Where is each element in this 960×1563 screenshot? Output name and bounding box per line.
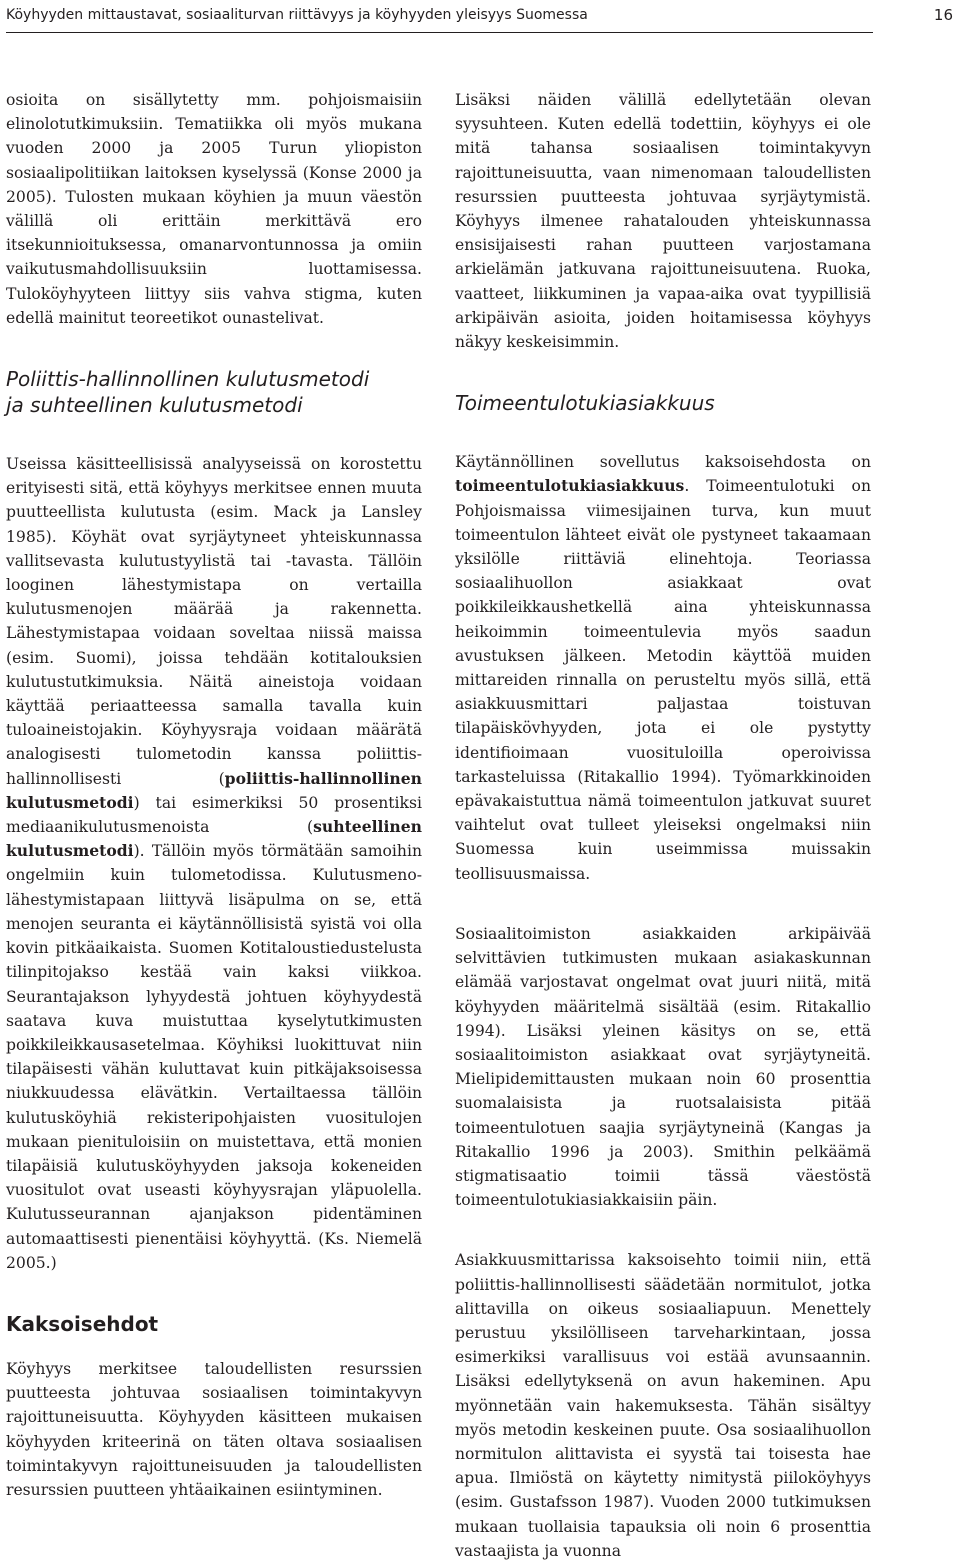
page-number: 16: [933, 6, 953, 24]
term-relative-consumption: suhteellinen kulutusmetodi: [6, 817, 422, 861]
right-paragraph-4: Asiakkuusmittarissa kaksoisehto toimii niin, että poliittis-hallinnollisesti säädetään normitulot, jotka alittavilla on oikeus sosiaaliapuun. Menettely perustuu yksilölliseen tarveharkintaan, jossa esimerkiksi varallisuus voi estää avunsaannin. Lisäksi edellytyksenä on avun hakeminen. Apu myönnetään vain hakemuksesta. Tähän sisältyy myös metodin keskeinen puute. Osa sosiaalihuollon normitulon alittavista ei syystä tai toisesta hae apua. Ilmiöstä on käytetty nimitystä piiloköyhyys (esim. Gustafsson 1987). Vuoden 2000 tutkimuksen mukaan tuollaisia tapauksia oli noin 6 prosenttia vastaajista ja vuonna: [455, 1251, 871, 1560]
right-paragraph-2: [455, 450, 871, 886]
left-column: [6, 88, 422, 1502]
term-political-administrative: poliittis-hallinnollinen kulutusmetodi: [6, 768, 422, 812]
text-span: ) tai esimerkiksi 50 prosentiksi mediaanikulutusmenoista (: [6, 793, 422, 837]
running-header: [6, 4, 953, 33]
right-paragraph-3: Sosiaalitoimiston asiakkaiden arkipäivää selvittävien tutkimusten mukaan asiakaskunnan elämää varjostavat ongelmat ovat juuri niitä, mitä köyhyyden määritelmä sisältää (esim. Ritakallio 1994). Lisäksi yleinen käsitys on se, että sosiaalitoimiston asiakkaat ovat syrjäytyneitä. Mielipidemittausten mukaan noin 60 prosenttia suomalaisista ja ruotsalaisista pitää toimeentulotuen saajia syrjäytyneinä (Kangas ja Ritakallio 1996 ja 2003). Smithin pelkäämä stigmatisaatio toimii tässä väestöstä toimeentulotukiasiakkaisiin päin.: [455, 924, 871, 1210]
right-column: [455, 88, 871, 1563]
section-heading-social-assistance: Toimeentulotukiasiakkuus: [455, 391, 715, 416]
header-title: Köyhyyden mittaustavat, sosiaaliturvan riittävyys ja köyhyyden yleisyys Suomessa: [6, 7, 588, 23]
text-span: ). Tällöin myös törmätään samoihin ongelmiin kuin tulometodissa. Kulutusmeno-lähestymistapaan liittyvä lisäpulma on se, että menojen seuranta ei käytännöllisistä syistä voi olla kovin pitkäaikaista. Suomen Kotitaloustiedustelusta tilinpitojakso kestää vain kaksi viikkoa. Seurantajakson lyhyydestä johtuen köyhyydestä saatava kuva muistuttaa kyselytutkimusten poikkileikkausasetelmaa. Köyhiksi luokittuvat niin tilapäisesti vähän kuluttavat kuin pitkäjaksoisessa niukkuudessa elävätkin. Vertailtaessa tällöin kulutusköyhiä rekisteripohjaisten vuositulojen mukaan pienituloisiin on muistettava, että monien tilapäisiä kulutusköyhyyden jaksoja kokeneiden vuositulot ovat useasti köyhyysrajan yläpuolella. Kulutusseurannan ajanjakson pidentäminen automaattisesti pienentäisi köyhyyttä. (Ks. Niemelä 2005.): [6, 842, 422, 1272]
text-span: Käytännöllinen sovellutus kaksoisehdosta on: [455, 453, 871, 472]
left-paragraph-2: [6, 452, 422, 1275]
section-heading-consumption-method: [6, 366, 422, 418]
text-span: . Toimeentulotuki on Pohjoismaissa viimesijainen turva, kun muut toimeentulon lähteet eivät ole pystyneet takaamaan yksilölle riittäviä elinehtoja. Teoriassa sosiaalihuollon asiakkaat ovat poikkileikkaushetkellä aina yhteiskunnassa heikoimmin toimeentulevia myös saadun avustuksen jälkeen. Metodin käyttöä muiden mittareiden rinnalla on perusteltu myös sillä, että asiakkuusmittari paljastaa toistuvan tilapäiskövhyyden, jota ei ole pystytty identifioimaan vuosituloilla operoivissa tarkasteluissa (Ritakallio 1994). Työmarkkinoiden epävakaistuttua nämä toimeentulon jatkuvat suuret vaihtelut ovat tulleet yleiseksi ongelmaksi niin Suomessa kuin useimmissa muissakin teollisuusmaissa.: [455, 477, 871, 883]
left-paragraph-3: Köyhyys merkitsee taloudellisten resurssien puutteesta johtuvaa sosiaalisen toimintakyvyn rajoittuneisuutta. Köyhyyden käsitteen mukaisen köyhyyden kriteerinä on täten oltava sosiaalisen toimintakyvyn rajoittuneisuuden ja taloudellisten resurssien puutteen yhtäaikainen esiintyminen.: [6, 1359, 422, 1499]
section-heading-double-conditions: Kaksoisehdot: [6, 1311, 159, 1336]
right-paragraph-1: Lisäksi näiden välillä edellytetään olevan syysuhteen. Kuten edellä todettiin, köyhyys ei ole mitä tahansa sosiaalisen toimintakyvyn rajoittuneisuutta, vaan nimenomaan taloudellisten resurssien puutteesta johtuvaa syrjäytymistä. Köyhyys ilmenee rahatalouden yhteiskunnassa ensisijaisesti rahan puutteen varjostamana arkielämän jatkuvana rajoittuneisuutena. Ruoka, vaatteet, liikkuminen ja vapaa-aika ovat tyypillisiä arkipäivän asioita, joiden hoitamisessa köyhyys näkyy keskeisimmin.: [455, 91, 871, 352]
term-social-assistance-clientship: toimeentulotukiasiakkuus: [455, 476, 685, 496]
left-paragraph-1: osioita on sisällytetty mm. pohjoismaisiin elinolotutkimuksiin. Tematiikka oli myös mukana vuoden 2000 ja 2005 Turun yliopiston sosiaalipolitiikan laitoksen kyselyssä (Konse 2000 ja 2005). Tulosten mukaan köyhien ja muun väestön välillä oli erittäin merkittävä ero itsekunnioituksessa, omanarvontunnossa ja omiin vaikutusmahdollisuuksiin luottamisessa. Tuloköyhyyteen liittyy siis vahva stigma, kuten edellä mainitut teoreetikot ounastelivat.: [6, 91, 422, 327]
text-span: Useissa käsitteellisissä analyyseissä on korostettu erityisesti sitä, että köyhyys merkitsee ennen muuta puutteellista kulutusta (esim. Mack ja Lansley 1985). Köyhät ovat syrjäytyneet yhteiskunnassa vallitsevasta kulutustyylistä tai -tavasta. Tällöin looginen lähestymistapa on vertailla kulutusmenojen määrää ja rakennetta. Lähestymistapaa voidaan soveltaa niissä maissa (esim. Suomi), joissa tehdään kotitalouksien kulutustutkimuksia. Näitä aineistoja voidaan käyttää periaatteessa samalla tavalla kuin tuloaineistojakin. Köyhyysraja voidaan määrätä analogisesti tulometodin kanssa poliittis-hallinnollisesti (: [6, 455, 422, 788]
heading-line-2: ja suhteellinen kulutusmetodi: [6, 393, 303, 418]
heading-line-1: Poliittis-hallinnollinen kulutusmetodi: [6, 367, 370, 392]
